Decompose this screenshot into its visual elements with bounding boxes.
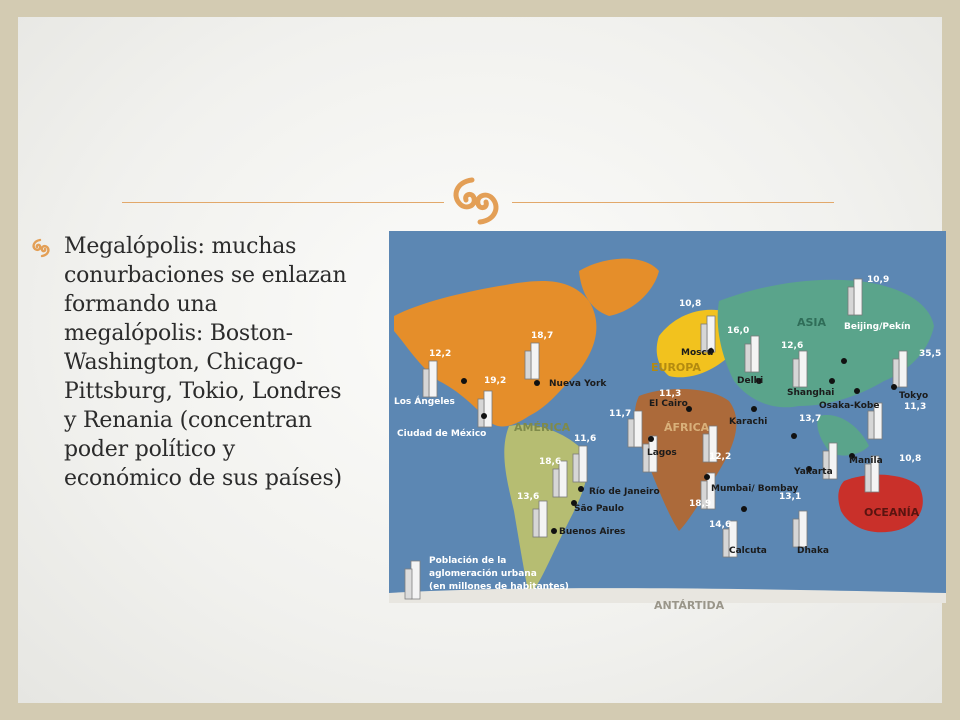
city-value: 11,3	[904, 402, 927, 412]
oceania-land	[838, 475, 923, 533]
city-dot	[648, 436, 654, 442]
building-icon	[429, 361, 437, 397]
city-value: 12,6	[781, 341, 804, 351]
city-name: Karachi	[729, 417, 768, 427]
city-value: 18,7	[531, 331, 554, 341]
city-dot	[741, 506, 747, 512]
city-name: Dhaka	[797, 546, 830, 556]
building-icon-side	[793, 519, 799, 547]
bullet-icon	[30, 238, 52, 258]
building-icon-side	[478, 399, 484, 427]
city-name: Osaka-Kobe	[819, 401, 880, 411]
city-dot	[891, 384, 897, 390]
ornament-icon	[446, 176, 504, 226]
legend-line2: aglomeración urbana	[429, 569, 537, 579]
city-name: Calcuta	[729, 546, 767, 556]
bullet-text: Megalópolis: muchas conurbaciones se enlazan formando una megalópolis: Boston- Washington, Chicago-Pittsburg, Tokio, Londres y Renania (concentran poder político y económico de sus países)	[64, 234, 347, 491]
building-icon-side	[628, 419, 634, 447]
legend-line1: Población de la	[429, 556, 507, 566]
city-value: 10,8	[899, 454, 922, 464]
city-dot	[704, 474, 710, 480]
region-asia: ASIA	[797, 316, 827, 329]
city-dot	[578, 486, 584, 492]
building-icon	[484, 391, 492, 427]
building-icon-side	[865, 464, 871, 492]
city-name: Moscú	[681, 348, 714, 358]
building-icon-side	[423, 369, 429, 397]
city-dot	[829, 378, 835, 384]
building-icon-side	[533, 509, 539, 537]
region-america: AMÉRICA	[514, 421, 571, 434]
world-map	[389, 231, 946, 612]
city-name: Lagos	[647, 448, 677, 458]
title-rule-right	[512, 202, 834, 203]
city-name: Ciudad de México	[397, 429, 487, 439]
city-name: São Paulo	[574, 504, 624, 514]
city-value: 13,6	[517, 492, 540, 502]
city-dot	[461, 378, 467, 384]
building-icon-side	[573, 454, 579, 482]
city-value: 18,6	[539, 457, 562, 467]
city-marker	[689, 473, 798, 509]
region-antartida: ANTÁRTIDA	[654, 599, 725, 612]
city-name: Mumbai/ Bombay	[711, 484, 799, 494]
building-icon	[707, 316, 715, 352]
city-value: 14,6	[709, 520, 732, 530]
city-dot	[534, 380, 540, 386]
city-value: 13,7	[799, 414, 822, 424]
legend-line3: (en millones de habitantes)	[429, 582, 569, 592]
building-icon	[531, 343, 539, 379]
building-icon-side	[893, 359, 899, 387]
city-value: 18,9	[689, 499, 712, 509]
building-icon-side	[848, 287, 854, 315]
building-icon	[751, 336, 759, 372]
city-value: 16,0	[727, 326, 750, 336]
southeast-asia-land	[817, 415, 869, 456]
city-name: Yakarta	[794, 467, 833, 477]
city-value: 10,9	[867, 275, 890, 285]
city-name: Nueva York	[549, 379, 607, 389]
building-icon	[579, 446, 587, 482]
city-dot	[481, 413, 487, 419]
region-africa: ÁFRICA	[664, 421, 710, 434]
building-icon-side	[868, 411, 874, 439]
city-name: Beijing/Pekín	[844, 322, 911, 332]
city-value: 11,3	[659, 389, 682, 399]
city-value: 11,6	[574, 434, 597, 444]
city-dot	[751, 406, 757, 412]
region-oceania: OCEANÍA	[864, 506, 920, 519]
city-value: 11,7	[609, 409, 632, 419]
city-name: Shanghai	[787, 388, 835, 398]
building-icon	[799, 351, 807, 387]
city-marker	[779, 433, 829, 556]
building-icon	[854, 279, 862, 315]
city-dot	[841, 358, 847, 364]
city-value: 19,2	[484, 376, 507, 386]
city-name: Los Ángeles	[394, 397, 455, 407]
city-name: Delhi	[737, 376, 764, 386]
city-value: 12,2	[709, 452, 732, 462]
building-icon	[539, 501, 547, 537]
bullet-item	[30, 232, 350, 493]
city-value: 35,5	[919, 349, 942, 359]
city-value: 10,8	[679, 299, 702, 309]
building-icon	[799, 511, 807, 547]
world-map-svg	[389, 231, 946, 612]
city-value: 12,2	[429, 349, 452, 359]
city-value: 13,1	[779, 492, 802, 502]
city-name: Río de Janeiro	[589, 487, 660, 497]
title-rule-left	[122, 202, 444, 203]
city-name: Tokyo	[899, 391, 929, 401]
building-icon-side	[793, 359, 799, 387]
legend-building-icon-2	[405, 569, 412, 599]
building-icon	[634, 411, 642, 447]
building-icon-side	[553, 469, 559, 497]
city-name: Buenos Aires	[559, 527, 626, 537]
city-name: El Cairo	[649, 399, 688, 409]
region-europa: EUROPA	[651, 361, 701, 374]
city-dot	[791, 433, 797, 439]
building-icon	[899, 351, 907, 387]
building-icon-side	[525, 351, 531, 379]
city-name: Manila	[849, 456, 883, 466]
city-dot	[551, 528, 557, 534]
city-marker	[709, 506, 767, 557]
building-icon-side	[745, 344, 751, 372]
city-dot	[854, 388, 860, 394]
